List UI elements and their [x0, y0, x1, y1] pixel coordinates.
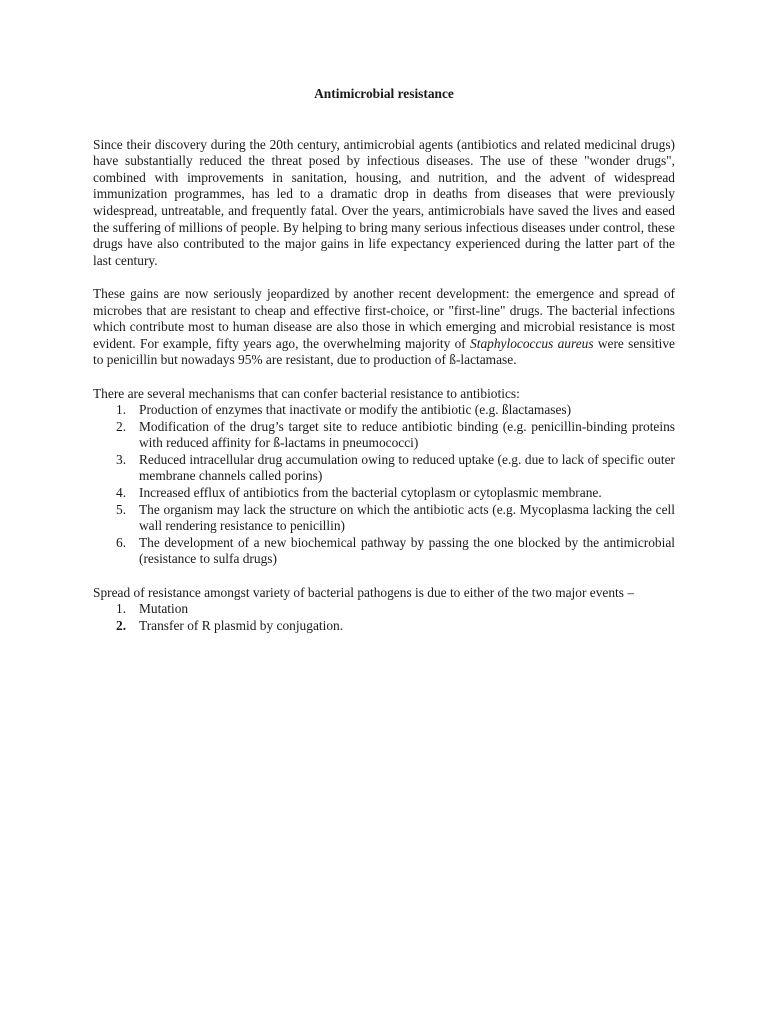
list-item-number: 6.	[116, 534, 127, 550]
document-page	[93, 86, 675, 651]
list-item-text: Production of enzymes that inactivate or modify the antibiotic (e.g. ßlactamases)	[139, 402, 572, 418]
list-item-number: 1.	[116, 402, 127, 418]
paragraph-history: Since their discovery during the 20th century, antimicrobial agents (antibiotics and related medicinal drugs) have substantially reduced the threat posed by infectious diseases. The use of these "wonder drugs", combined with improvements in sanitation, housing, and nutrition, and the advent of widespread immunization programmes, has led to a dramatic drop in deaths from diseases that were previously widespread, untreatable, and frequently fatal. Over the years, antimicrobials have saved the lives and eased the suffering of millions of people. By helping to bring many serious infectious diseases under control, these drugs have also contributed to the major gains in life expectancy experienced during the latter part of the last century.	[93, 136, 675, 268]
list-item	[93, 618, 675, 635]
spread-intro: Spread of resistance amongst variety of bacterial pathogens is due to either of the two major events –	[93, 584, 635, 600]
list-item-number: 5.	[116, 501, 127, 517]
organism-name: Staphylococcus aureus	[470, 335, 594, 351]
list-item-text: Modification of the drug’s target site to reduce antibiotic binding (e.g. penicillin-binding proteins with reduced affinity for ß-lactams in pneumococci)	[139, 418, 675, 451]
paragraph-resistance-text-end: were sensitive to penicillin but nowadays 95% are resistant, due to production of ß-lactamase.	[93, 335, 676, 368]
list-item	[93, 402, 675, 419]
list-item-text: The organism may lack the structure on which the antibiotic acts (e.g. Mycoplasma lacking the cell wall rendering resistance to penicillin)	[139, 501, 675, 534]
list-item	[93, 535, 675, 568]
list-item-number: 2.	[116, 418, 127, 434]
list-item-text: Increased efflux of antibiotics from the bacterial cytoplasm or cytoplasmic membrane.	[139, 485, 602, 501]
paragraph-resistance-text: These gains are now seriously jeopardized by another recent development: the emergence and spread of microbes that are resistant to cheap and effective first-choice, or "first-line" drugs. The bacterial infections which contribute most to human disease are also those in which emerging and microbial resistance is most evident. For example, fifty years ago, the overwhelming majority of	[93, 285, 675, 351]
list-item-text: The development of a new biochemical pathway by passing the one blocked by the antimicrobial (resistance to sulfa drugs)	[139, 534, 675, 567]
list-item	[93, 601, 675, 618]
list-item-text: Mutation	[139, 601, 189, 617]
events-list	[93, 601, 675, 634]
list-item-text: Reduced intracellular drug accumulation owing to reduced uptake (e.g. due to lack of specific outer membrane channels called porins)	[139, 451, 675, 484]
list-item	[93, 502, 675, 535]
list-item	[93, 452, 675, 485]
list-item-number: 4.	[116, 485, 127, 501]
list-item-number: 3.	[116, 451, 127, 467]
document-title: Antimicrobial resistance	[314, 86, 454, 101]
list-item-number: 2.	[116, 617, 127, 633]
list-item-number: 1.	[116, 601, 127, 617]
list-item-text: Transfer of R plasmid by conjugation.	[139, 617, 344, 633]
paragraph-resistance	[93, 286, 675, 369]
list-item	[93, 485, 675, 502]
mechanisms-list	[93, 402, 675, 568]
list-item	[93, 419, 675, 452]
mechanisms-intro: There are several mechanisms that can confer bacterial resistance to antibiotics:	[93, 385, 520, 401]
